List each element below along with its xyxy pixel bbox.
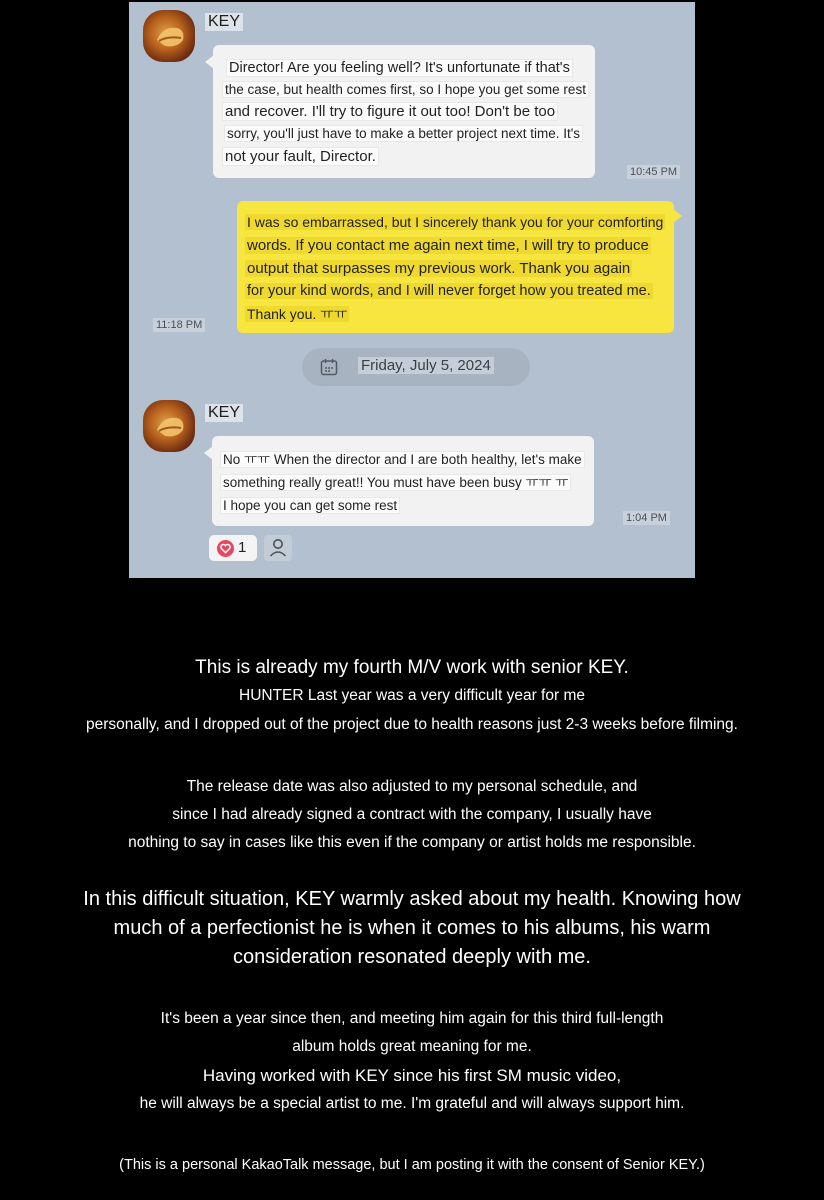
bubble-tail (205, 55, 214, 69)
message-line: something really great!! You must have been busy ㅠㅠ ㅠ (223, 475, 569, 490)
message-line: sorry, you'll just have to make a better project next time. It's (227, 126, 581, 141)
message-time: 10:45 PM (627, 165, 680, 179)
caption-line: The release date was also adjusted to my personal schedule, and (186, 778, 638, 795)
date-divider (302, 348, 530, 386)
avatar[interactable] (143, 400, 195, 452)
caption-line: much of a perfectionist he is when it comes to his albums, his warm (113, 917, 711, 939)
caption-line: nothing to say in cases like this even if the company or artist holds me responsible. (128, 834, 696, 851)
caption-note (0, 1153, 824, 1177)
reaction-count: 1 (238, 539, 247, 556)
message-line: output that surpasses my previous work. Thank you again (247, 260, 631, 277)
caption-paragraph (0, 1005, 824, 1117)
message-line: Thank you. ㅠㅠ (247, 306, 348, 322)
message-line: No ㅠㅠ When the director and I are both healthy, let's make (223, 452, 582, 467)
caption-line: This is already my fourth M/V work with senior KEY. (195, 657, 629, 678)
reaction-button[interactable] (209, 535, 257, 561)
caption-line: he will always be a special artist to me. I'm grateful and will always support him. (139, 1095, 685, 1112)
caption-line: personally, and I dropped out of the project due to health reasons just 2-3 weeks before filming. (86, 716, 738, 733)
message-bubble-incoming[interactable] (212, 436, 594, 526)
bubble-tail (204, 446, 213, 460)
caption-line: album holds great meaning for me. (292, 1038, 532, 1055)
caption-paragraph (0, 885, 824, 972)
heart-icon (217, 540, 234, 557)
person-icon[interactable] (264, 535, 292, 561)
message-line: words. If you contact me again next time, I will try to produce (247, 237, 649, 254)
message-line: for your kind words, and I will never forget how you treated me. (247, 283, 651, 299)
sender-name: KEY (205, 404, 243, 422)
caption-line: consideration resonated deeply with me. (233, 946, 591, 968)
sender-name: KEY (205, 13, 243, 31)
caption-line: (This is a personal KakaoTalk message, but I am posting it with the consent of Senior KEY.) (119, 1157, 705, 1173)
avatar[interactable] (143, 10, 195, 62)
calendar-icon (320, 358, 338, 376)
caption-line: since I had already signed a contract with the company, I usually have (172, 806, 652, 823)
message-line: the case, but health comes first, so I hope you get some rest (225, 82, 586, 97)
caption-line: HUNTER Last year was a very difficult year for me (239, 687, 585, 704)
caption-line: Having worked with KEY since his first SM music video, (202, 1066, 622, 1085)
message-time: 1:04 PM (623, 511, 670, 525)
chat-screenshot (129, 2, 695, 578)
message-line: and recover. I'll try to figure it out too! Don't be too (225, 103, 556, 120)
caption-paragraph (0, 773, 824, 857)
bubble-tail (673, 209, 682, 223)
date-divider-text: Friday, July 5, 2024 (358, 357, 494, 374)
message-bubble-outgoing[interactable] (237, 201, 674, 333)
message-line: Director! Are you feeling well? It's unfortunate if that's (229, 60, 570, 76)
message-line: I was so embarrassed, but I sincerely thank you for your comforting (247, 214, 664, 230)
message-line: I hope you can get some rest (223, 498, 398, 513)
caption-line: It's been a year since then, and meeting him again for this third full-length (160, 1010, 664, 1027)
message-line: not your fault, Director. (225, 148, 376, 165)
caption-line: In this difficult situation, KEY warmly asked about my health. Knowing how (83, 888, 741, 910)
message-bubble-incoming[interactable] (213, 45, 595, 178)
caption-paragraph (0, 654, 824, 740)
message-time: 11:18 PM (153, 318, 205, 332)
